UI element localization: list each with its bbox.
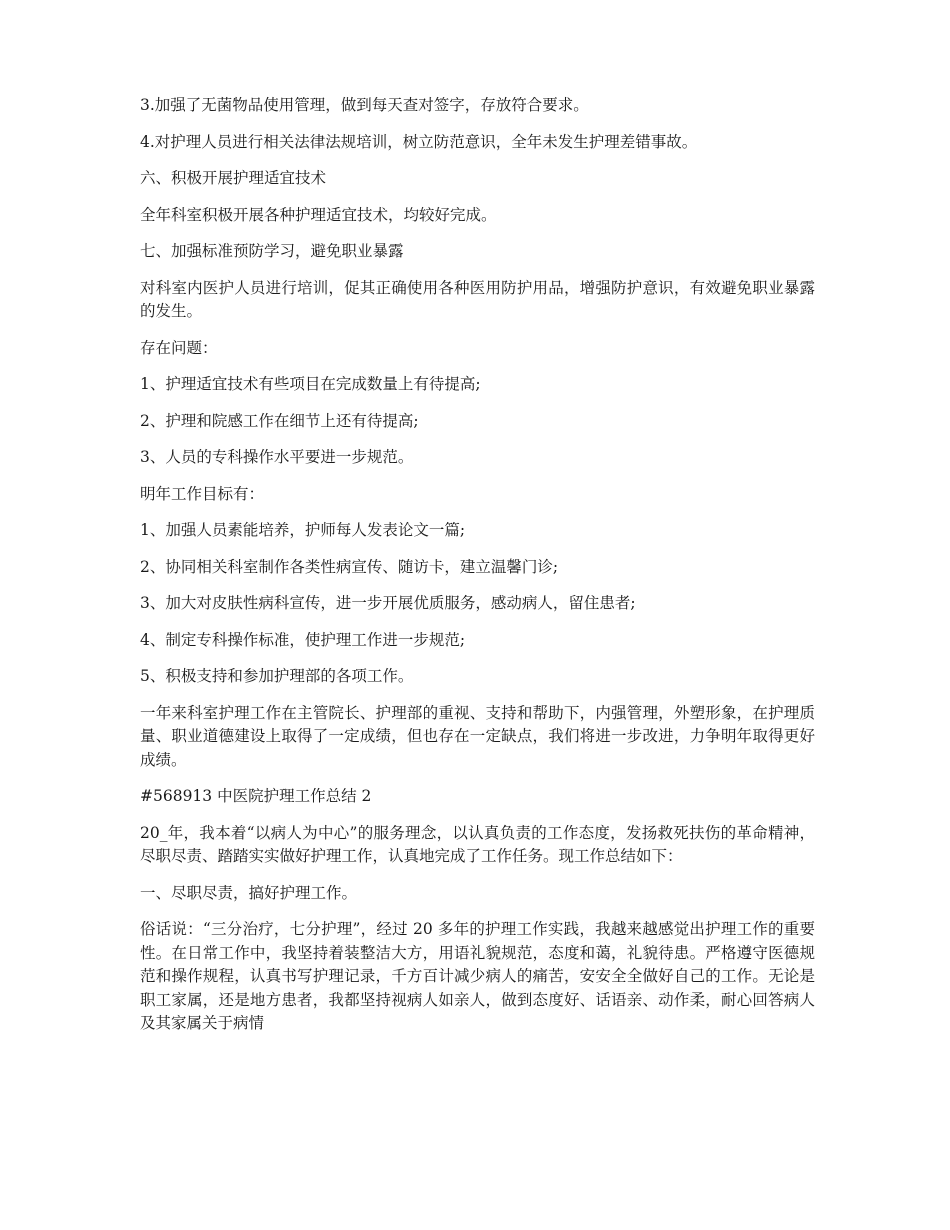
- section-heading-six: 六、积极开展护理适宜技术: [140, 169, 327, 187]
- paragraph-sterile-items: 3.加强了无菌物品使用管理，做到每天查对签字，存放符合要求。: [140, 96, 589, 114]
- section-heading-one: 一、尽职尽责，搞好护理工作。: [140, 883, 358, 902]
- list-item-goal-2: 2、协同相关科室制作各类性病宣传、随访卡，建立温馨门诊;: [140, 557, 559, 576]
- list-item-goal-5: 5、积极支持和参加护理部的各项工作。: [140, 667, 414, 685]
- paragraph-year-summary: 一年来科室护理工作在主管院长、护理部的重视、支持和帮助下，内强管理，外塑形象，在护理质量、职业道德建设上取得了一定成绩，但也存在一定缺点，我们将进一步改进，力争明年取得更好成绩。: [140, 703, 815, 769]
- list-item-goal-3: 3、加大对皮肤性病科宣传，进一步开展优质服务，感动病人，留住患者;: [140, 594, 636, 612]
- paragraph-occupational-exposure: 对科室内医护人员进行培训，促其正确使用各种医用防护用品，增强防护意识，有效避免职业暴露的发生。: [140, 278, 815, 320]
- paragraph-legal-training: 4.对护理人员进行相关法律法规培训，树立防范意识，全年未发生护理差错事故。: [140, 132, 698, 151]
- paragraph-intro: 20_年，我本着“以病人为中心”的服务理念，以认真负责的工作态度，发扬救死扶伤的革命精神，尽职尽责、踏踏实实做好护理工作，认真地完成了工作任务。现工作总结如下：: [140, 823, 815, 865]
- document-section-title: #568913 中医院护理工作总结 2: [140, 787, 372, 805]
- paragraph-nursing-practice: 俗话说：“三分治疗，七分护理”，经过 20 多年的护理工作实践，我越来越感觉出护理工作的重要性。在日常工作中，我坚持着装整洁大方，用语礼貌规范，态度和蔼，礼貌待患。严格遵守医德规范和操作规程，认真书写护理记录，千方百计减少病人的痛苦，安安全全做好自己的工作。无论是职工家属，还是地方患者，我都坚持视病人如亲人，做到态度好、话语亲、动作柔，耐心回答病人及其家属关于病情: [140, 920, 815, 1032]
- list-item-problem-1: 1、护理适宜技术有些项目在完成数量上有待提高;: [140, 375, 481, 393]
- list-item-problem-2: 2、护理和院感工作在细节上还有待提高;: [140, 411, 419, 430]
- section-heading-seven: 七、加强标准预防学习，避免职业暴露: [140, 242, 404, 260]
- paragraph-appropriate-techniques: 全年科室积极开展各种护理适宜技术，均较好完成。: [140, 205, 497, 224]
- heading-next-year-goals: 明年工作目标有：: [140, 484, 265, 503]
- heading-existing-problems: 存在问题：: [140, 338, 218, 357]
- list-item-goal-4: 4、制定专科操作标准，使护理工作进一步规范;: [140, 630, 466, 649]
- list-item-goal-1: 1、加强人员素能培养，护师每人发表论文一篇;: [140, 521, 466, 539]
- document-page: [140, 94, 815, 1049]
- list-item-problem-3: 3、人员的专科操作水平要进一步规范。: [140, 448, 414, 466]
